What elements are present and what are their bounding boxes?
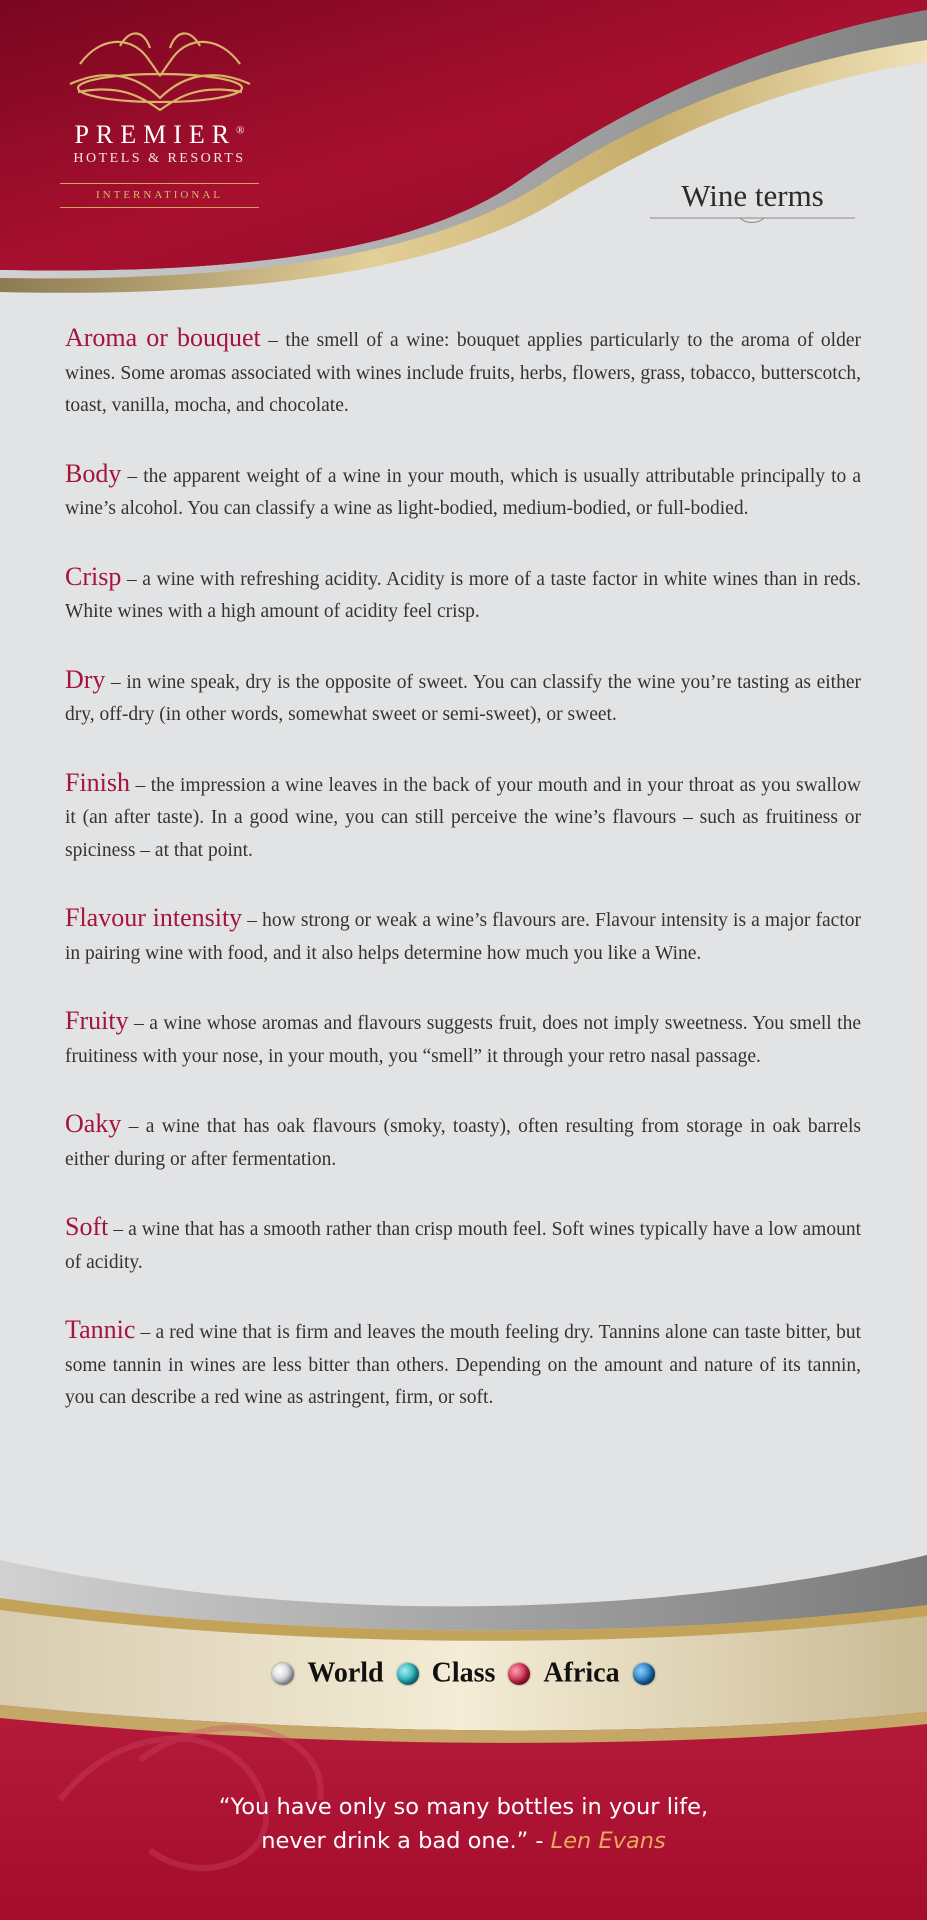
term-name: Finish: [65, 767, 131, 797]
term-definition: – a wine with refreshing acidity. Acidity is more of a taste factor in white wines than in reds. White wines with a high amount of acidity feel crisp.: [65, 568, 861, 622]
logo-divider: [60, 183, 259, 184]
term-definition: – in wine speak, dry is the opposite of sweet. You can classify the wine you’re tasting as either dry, off-dry (in other words, somewhat sweet or semi-sweet), or sweet.: [65, 671, 861, 725]
term-entry: [65, 1108, 861, 1176]
brand-division: INTERNATIONAL: [96, 189, 223, 201]
term-definition: – a wine whose aromas and flavours suggests fruit, does not imply sweetness. You smell the fruitiness with your nose, in your mouth, you “smell” it through your retro nasal passage.: [65, 1013, 861, 1067]
term-entry: [65, 458, 861, 526]
term-definition: – a red wine that is firm and leaves the mouth feeling dry. Tannins alone can taste bitter, but some tannin in wines are less bitter than others. Depending on the amount and nature of its tannin, you can describe a red wine as astringent, firm, or soft.: [65, 1322, 861, 1408]
term-definition: – a wine that has a smooth rather than crisp mouth feel. Soft wines typically have a low amount of acidity.: [65, 1219, 861, 1273]
quote-line-2: [0, 1824, 927, 1858]
term-definition: – the smell of a wine: bouquet applies particularly to the aroma of older wines. Some aromas associated with wines include fruits, herbs, flowers, grass, tobacco, butterscotch, toast, vanilla, mocha, and chocolate.: [65, 330, 861, 416]
term-name: Aroma or bouquet: [65, 323, 261, 352]
tagline-word: World: [307, 1657, 384, 1689]
term-name: Oaky: [65, 1109, 122, 1138]
term-entry: [65, 1211, 861, 1279]
term-definition: – how strong or weak a wine’s flavours are. Flavour intensity is a major factor in pairing wine with food, and it also helps determine how much you like a Wine.: [65, 910, 861, 964]
ruby-gem-icon: [508, 1663, 530, 1685]
wine-terms-list: [65, 322, 861, 1450]
tagline-word: Class: [431, 1657, 496, 1689]
term-entry: [65, 664, 861, 732]
term-name: Body: [65, 458, 122, 488]
footer-tagline: [0, 1656, 927, 1690]
teal-gem-icon: [397, 1663, 419, 1685]
term-definition: – the impression a wine leaves in the back of your mouth and in your throat as you swallow it (an after taste). In a good wine, you can still perceive the wine’s flavours – such as fruitiness or spiciness – at that point.: [65, 774, 861, 861]
term-definition: – the apparent weight of a wine in your mouth, which is usually attributable principally to a wine’s alcohol. You can classify a wine as light-bodied, medium-bodied, or full-bodied.: [65, 465, 861, 519]
term-entry: [65, 1314, 861, 1415]
sapphire-gem-icon: [633, 1663, 655, 1685]
term-definition: – a wine that has oak flavours (smoky, toasty), often resulting from storage in oak barrels either during or after fermentation.: [65, 1116, 861, 1170]
term-name: Tannic: [65, 1315, 136, 1344]
term-name: Dry: [65, 664, 106, 694]
term-name: Soft: [65, 1212, 109, 1241]
quote-line-1: “You have only so many bottles in your life,: [218, 1794, 709, 1820]
term-entry: [65, 902, 861, 970]
quote-text: never drink a bad one.” -: [261, 1828, 551, 1854]
logo-divider: [60, 207, 259, 208]
page-title: Wine terms: [681, 178, 824, 213]
term-entry: [65, 1005, 861, 1073]
tagline-word: Africa: [543, 1657, 620, 1689]
term-entry: [65, 561, 861, 629]
brand-logo: [52, 26, 267, 208]
term-entry: [65, 767, 861, 868]
term-name: Fruity: [65, 1006, 129, 1035]
quote-author: Len Evans: [550, 1828, 666, 1854]
diamond-gem-icon: [272, 1663, 294, 1685]
title-underline-flourish: [650, 214, 855, 226]
brand-subtitle: HOTELS & RESORTS: [73, 151, 246, 166]
footer-quote: [0, 1790, 927, 1858]
crown-swirl-logo-icon: [60, 26, 260, 118]
brand-name: PREMIER®: [74, 120, 245, 149]
term-entry: [65, 322, 861, 423]
term-name: Flavour intensity: [65, 903, 243, 932]
term-name: Crisp: [65, 561, 122, 591]
